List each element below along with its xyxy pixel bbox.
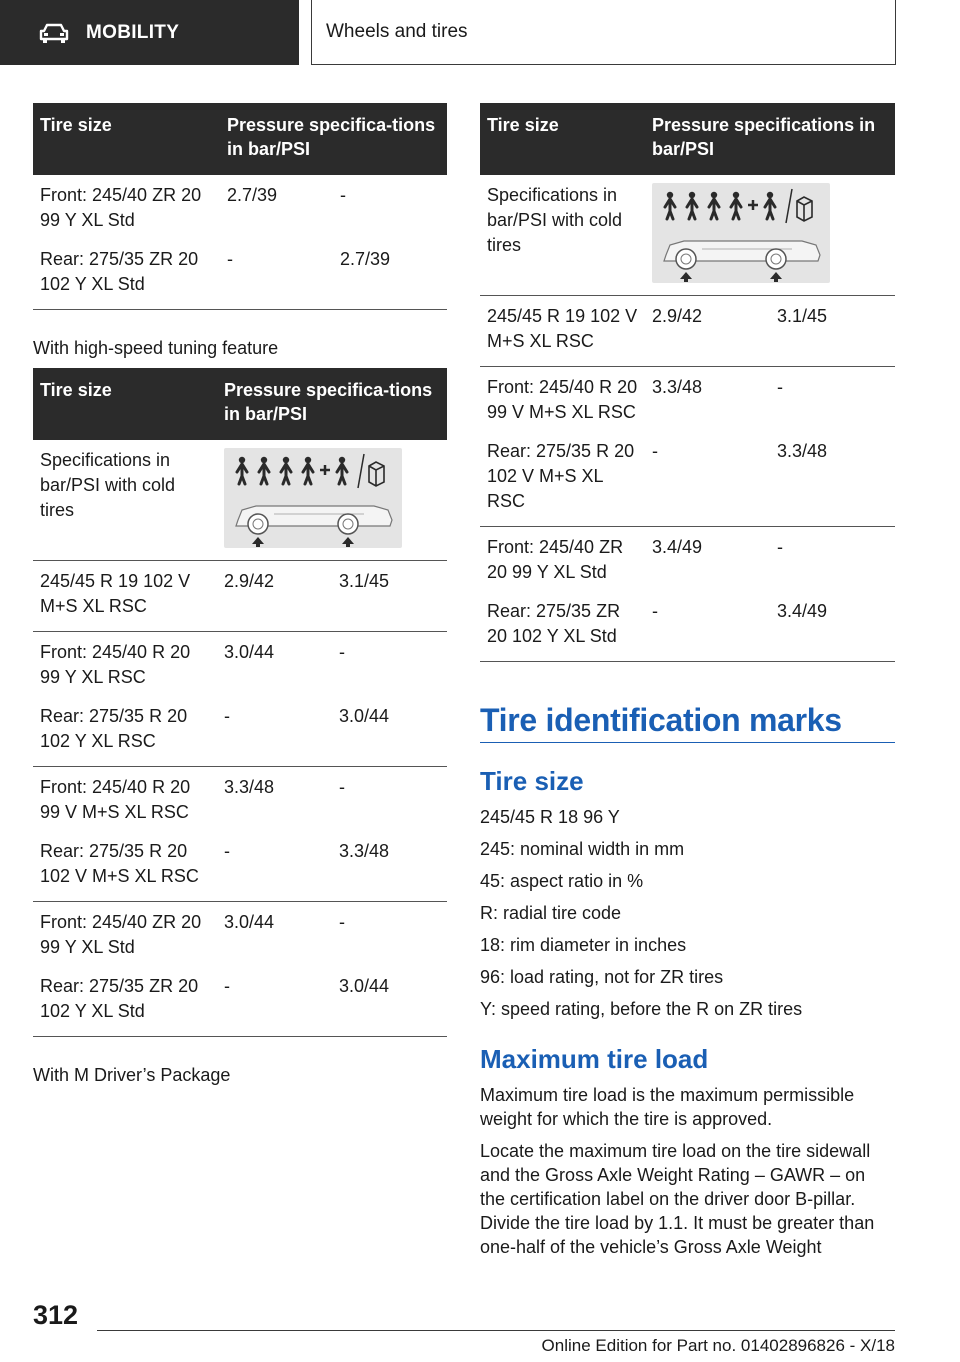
pressure-cell: 3.1/45 [332, 561, 447, 632]
pressure-cell: - [217, 696, 332, 767]
table-row [33, 831, 447, 902]
pressure-cell: 3.4/49 [770, 591, 895, 662]
header-section-tab [0, 0, 299, 65]
tire-size-line: R: radial tire code [480, 903, 622, 923]
tire-size-cell: Front: 245/40 R 20 99 Y XL RSC [40, 642, 191, 687]
subheading-max-load: Maximum tire load [480, 1044, 709, 1074]
subheading-tire-size: Tire size [480, 766, 584, 796]
right-column [480, 103, 895, 1259]
column-header-pressure: Pressure specifications in bar/PSI [645, 103, 895, 175]
header-chapter-box [311, 0, 896, 65]
pressure-cell: 2.7/39 [227, 185, 278, 205]
pressure-cell: - [645, 591, 770, 662]
table-row [480, 367, 895, 432]
edition-note: Online Edition for Part no. 01402896826 - X/18 [541, 1336, 895, 1355]
spec-label-cell: Specifications in bar/PSI with cold tires [480, 175, 645, 296]
column-header-tire-size: Tire size [33, 103, 220, 175]
column-header-tire-size: Tire size [33, 368, 217, 440]
tire-size-cell: Front: 245/40 R 20 99 V M+S XL RSC [487, 377, 638, 422]
footer-divider [97, 1330, 895, 1331]
pressure-cell: 3.0/44 [332, 696, 447, 767]
pressure-table-standard [33, 103, 447, 310]
pressure-cell: 3.1/45 [770, 296, 895, 367]
table-row [33, 767, 447, 832]
table-row [33, 440, 447, 561]
table-row [33, 966, 447, 1037]
column-header-tire-size: Tire size [480, 103, 645, 175]
vehicle-load-pictogram [224, 448, 402, 548]
tire-size-line: 245: nominal width in mm [480, 839, 685, 859]
pressure-table-m-drivers-package [480, 103, 895, 662]
pressure-cell: - [339, 912, 345, 932]
pressure-cell: 3.0/44 [224, 642, 275, 662]
left-column [33, 103, 447, 1095]
tire-size-line: 45: aspect ratio in % [480, 871, 644, 891]
tire-size-cell: Rear: 275/35 ZR 20 102 Y XL Std [480, 591, 645, 662]
tire-size-cell: Front: 245/40 R 20 99 V M+S XL RSC [40, 777, 191, 822]
table-row [33, 239, 447, 310]
table-row [480, 175, 895, 296]
pressure-cell: 3.3/48 [332, 831, 447, 902]
pressure-cell: 3.0/44 [224, 912, 275, 932]
pressure-cell: 3.0/44 [332, 966, 447, 1037]
pressure-cell: 3.3/48 [652, 377, 703, 397]
load-pictogram-graphic [224, 448, 402, 548]
table-row [480, 296, 895, 367]
tire-size-line: 18: rim diameter in inches [480, 935, 687, 955]
pressure-cell: 2.9/42 [645, 296, 770, 367]
pressure-cell: - [645, 431, 770, 527]
tire-size-cell: Rear: 275/35 R 20 102 Y XL RSC [33, 696, 217, 767]
pressure-table-high-speed [33, 368, 447, 1037]
car-icon [38, 22, 70, 44]
table-header-row [480, 103, 895, 175]
table-row [480, 591, 895, 662]
table-row [33, 902, 447, 967]
table-row [33, 632, 447, 697]
load-pictogram-graphic [652, 183, 830, 283]
tire-size-cell: 245/45 R 19 102 V M+S XL RSC [480, 296, 645, 367]
pressure-cell: 2.7/39 [333, 239, 447, 310]
section-title: MOBILITY [86, 21, 180, 43]
pressure-cell: 3.4/49 [652, 537, 703, 557]
tire-size-cell: 245/45 R 19 102 V M+S XL RSC [33, 561, 217, 632]
tire-size-cell: Front: 245/40 ZR 20 99 Y XL Std [40, 185, 202, 230]
tire-size-cell: Front: 245/40 ZR 20 99 Y XL Std [40, 912, 202, 957]
tire-size-line: Y: speed rating, before the R on ZR tires [480, 999, 803, 1019]
tire-size-line: 245/45 R 18 96 Y [480, 807, 620, 827]
pressure-cell: - [777, 377, 783, 397]
table-row [33, 696, 447, 767]
pressure-cell: - [217, 831, 332, 902]
pressure-cell: - [339, 777, 345, 797]
section-heading: Tire identification marks [480, 662, 895, 743]
pressure-cell: 2.9/42 [217, 561, 332, 632]
column-header-pressure: Pressure specifica-tions in bar/PSI [217, 368, 447, 440]
tire-size-cell: Rear: 275/35 ZR 20 102 Y XL Std [33, 239, 220, 310]
table-row [33, 561, 447, 632]
pressure-cell: - [339, 642, 345, 662]
load-pictogram-cell [217, 440, 447, 561]
spec-label-cell: Specifications in bar/PSI with cold tires [33, 440, 217, 561]
tire-size-cell: Rear: 275/35 ZR 20 102 Y XL Std [33, 966, 217, 1037]
paragraph: Locate the maximum tire load on the tire sidewall and the Gross Axle Weight Rating – GAWR – on the certification label on the driver door B-pillar. Divide the tire load by 1.1. It must be greater than one-half of the vehicle’s Gross Axle Weight [480, 1141, 875, 1257]
tire-size-cell: Rear: 275/35 R 20 102 V M+S XL RSC [33, 831, 217, 902]
pressure-cell: 3.3/48 [770, 431, 895, 527]
chapter-title: Wheels and tires [326, 21, 468, 42]
table-row [480, 527, 895, 592]
pressure-cell: - [217, 966, 332, 1037]
pressure-cell: - [777, 537, 783, 557]
load-pictogram-cell [645, 175, 895, 296]
pressure-cell: - [340, 185, 346, 205]
table-caption: With high-speed tuning feature [33, 338, 279, 358]
table-header-row [33, 368, 447, 440]
pressure-cell: 3.3/48 [224, 777, 275, 797]
vehicle-load-pictogram [652, 183, 830, 283]
tire-size-cell: Rear: 275/35 R 20 102 V M+S XL RSC [480, 431, 645, 527]
page-number: 312 [33, 1300, 79, 1330]
tire-size-line: 96: load rating, not for ZR tires [480, 967, 724, 987]
table-header-row [33, 103, 447, 175]
column-header-pressure: Pressure specifica-tions in bar/PSI [220, 103, 447, 175]
paragraph: Maximum tire load is the maximum permissible weight for which the tire is approved. [480, 1085, 855, 1129]
table-row [33, 175, 447, 239]
table-caption: With M Driver’s Package [33, 1065, 231, 1085]
tire-size-cell: Front: 245/40 ZR 20 99 Y XL Std [487, 537, 624, 582]
table-row [480, 431, 895, 527]
pressure-cell: - [220, 239, 333, 310]
